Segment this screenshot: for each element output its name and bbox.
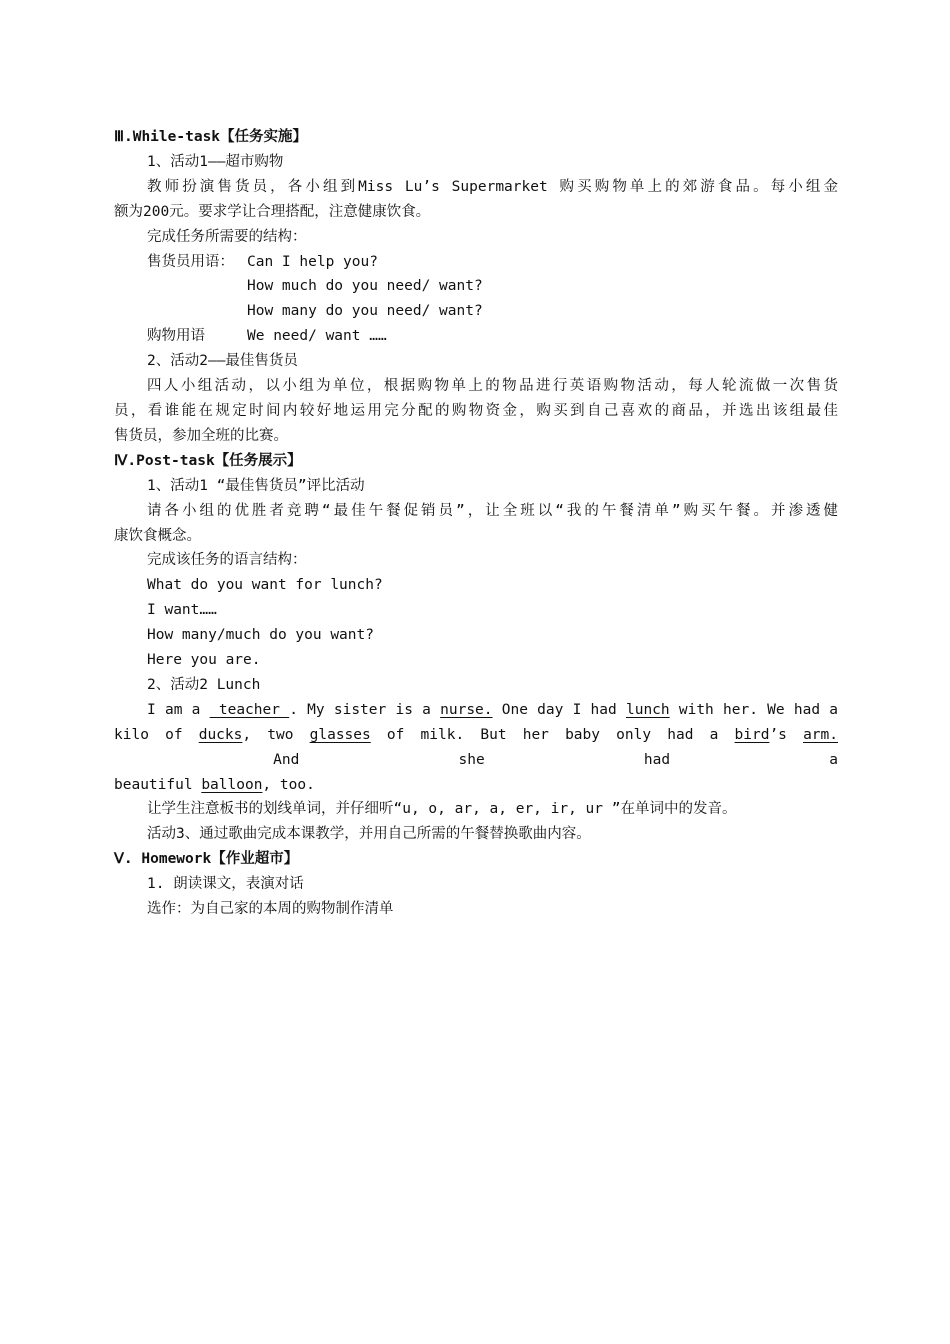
activity-2-description-line-2: 员，看谁能在规定时间内较好地运用完分配的购物资金，购买到自己喜欢的商品，并选出该组最佳 <box>114 402 838 419</box>
lesson-plan-content <box>114 125 838 922</box>
activity-3: 活动3、通过歌曲完成本课教学，并用自己所需的午餐替换歌曲内容。 <box>147 826 591 843</box>
underlined-word-nurse: nurse. <box>440 701 493 718</box>
shopping-phrases-row <box>114 324 838 349</box>
underlined-word-lunch: lunch <box>625 701 670 718</box>
section-heading-homework: Ⅴ. Homework【作业超市】 <box>114 851 299 868</box>
structure-phrase: What do you want for lunch? <box>147 577 383 594</box>
post-activity-1-title: 1、活动1 “最佳售货员”评比活动 <box>147 477 365 494</box>
seller-label: 售货员用语： <box>147 253 234 270</box>
section-heading-while-task: Ⅲ.While-task【任务实施】 <box>114 129 308 145</box>
seller-phrases-row-1 <box>114 250 838 275</box>
lunch-text-line-1: I am a teacher . My sister is a nurse. One day I had lunch with her. We had a <box>147 701 839 718</box>
shopping-phrase: We need/ want …… <box>247 328 387 345</box>
post-activity-1-description-line-1: 请各小组的优胜者竞聘“最佳午餐促销员”，让全班以“我的午餐清单”购买午餐。并渗透健 <box>147 502 838 519</box>
structure-phrase: Here you are. <box>147 652 261 669</box>
underlined-word-ducks: ducks <box>198 726 243 743</box>
seller-phrases-row-2 <box>114 274 838 299</box>
activity-2-description-line-1: 四人小组活动，以小组为单位，根据购物单上的物品进行英语购物活动，每人轮流做一次售货 <box>147 378 838 395</box>
activity-2-title: 2、活动2——最佳售货员 <box>147 353 298 370</box>
post-activity-1-description-line-2: 康饮食概念。 <box>114 527 201 544</box>
activity-1-title: 1、活动1——超市购物 <box>147 153 284 170</box>
shopping-label: 购物用语 <box>147 328 205 345</box>
activity-1-description-line-1: 教师扮演售货员，各小组到Miss Lu’s Supermarket 购买购物单上的郊游食品。每小组金 <box>147 178 838 195</box>
underlined-word-bird: bird <box>734 726 770 743</box>
activity-2-description-line-3: 售货员，参加全班的比赛。 <box>114 427 288 444</box>
seller-phrase: Can I help you? <box>247 253 378 270</box>
pronunciation-note: 让学生注意板书的划线单词，并仔细听“u, o, ar, a, er, ir, ur ”在单词中的发音。 <box>147 801 737 818</box>
underlined-word-balloon: balloon <box>201 776 263 793</box>
underlined-word-teacher: teacher <box>209 701 290 718</box>
post-structures-label: 完成该任务的语言结构： <box>147 552 307 569</box>
seller-phrase: How much do you need/ want? <box>247 278 483 295</box>
structure-phrase: I want…… <box>147 602 217 619</box>
homework-item-1: 1. 朗读课文，表演对话 <box>147 876 304 893</box>
homework-item-2: 选作：为自己家的本周的购物制作清单 <box>147 901 394 918</box>
seller-phrase: How many do you need/ want? <box>247 303 483 320</box>
structure-phrase: How many/much do you want? <box>147 627 374 644</box>
lunch-text-line-3: beautiful balloon, too. <box>114 776 315 793</box>
underlined-word-arm: arm. <box>803 726 838 743</box>
lunch-text-line-2: kilo of ducks, two glasses of milk. But her baby only had a bird’s arm. And she had a <box>114 726 838 768</box>
seller-phrases-row-3 <box>114 299 838 324</box>
section-heading-post-task: Ⅳ.Post-task【任务展示】 <box>114 452 302 469</box>
activity-1-description-line-2: 额为200元。要求学让合理搭配，注意健康饮食。 <box>114 203 431 220</box>
underlined-word-glasses: glasses <box>309 726 371 743</box>
post-activity-2-title: 2、活动2 Lunch <box>147 676 261 693</box>
structures-label: 完成任务所需要的结构： <box>147 228 307 245</box>
